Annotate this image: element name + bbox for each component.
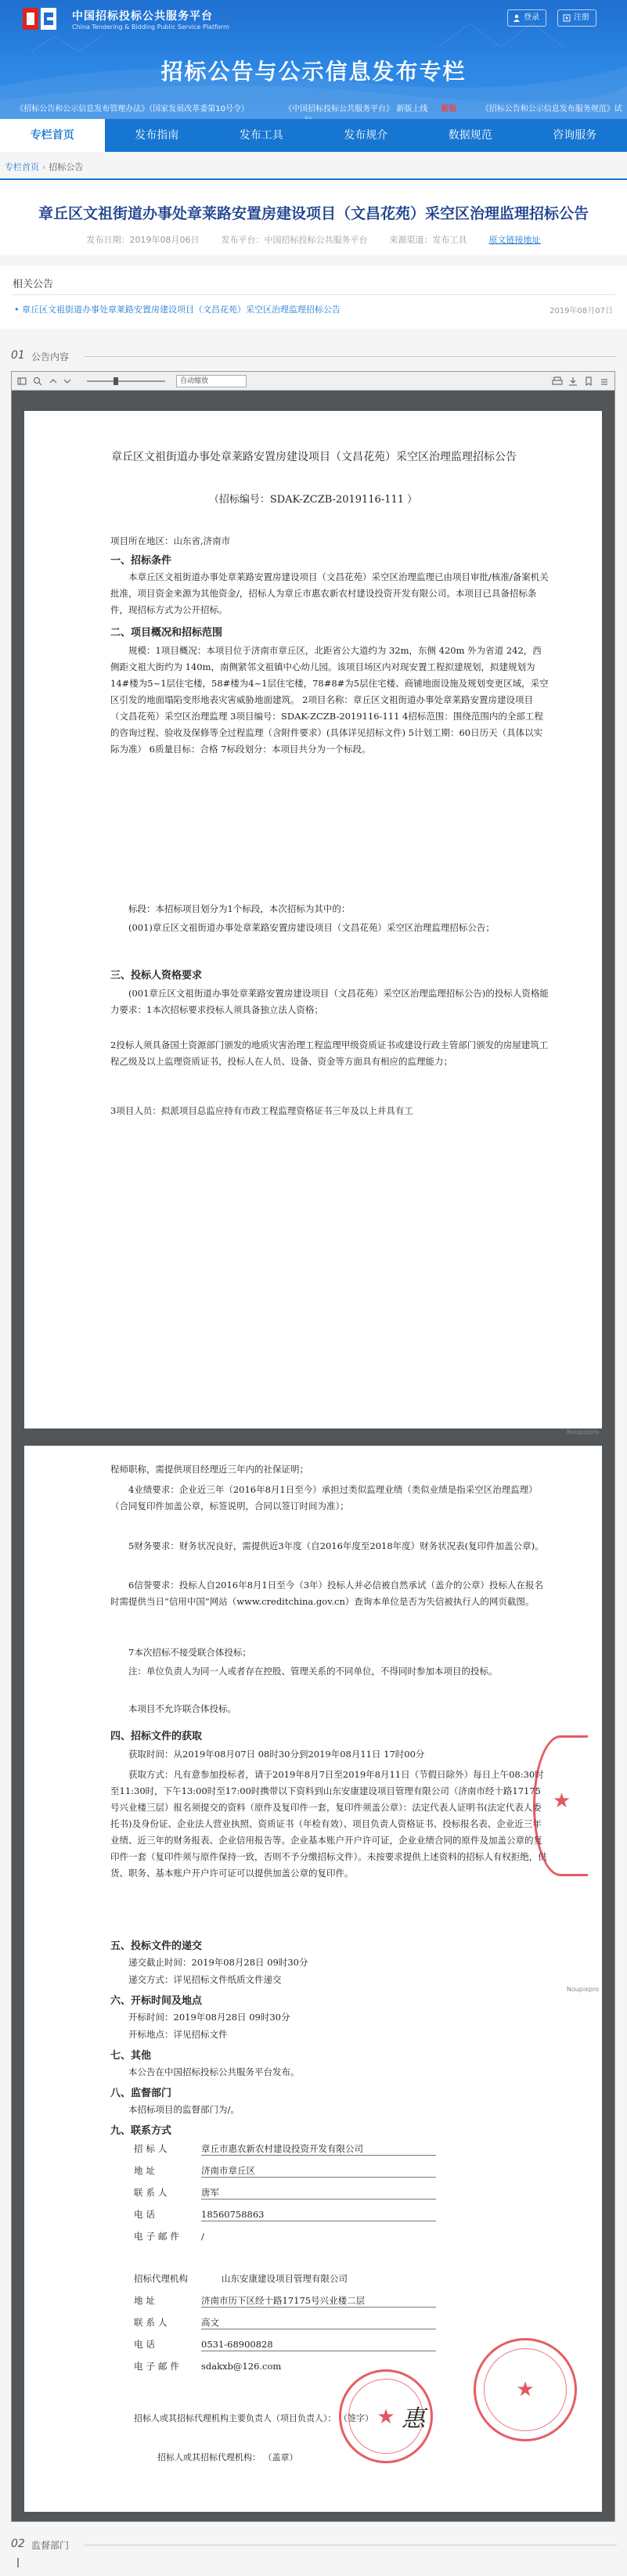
doc-number: （招标编号：SDAK-ZCZB-2019116-111 ） [208, 494, 418, 506]
doc-section-4-text: 获取时间：从2019年08月07日 08时30分到2019年08月11日 17时00分 [128, 1749, 425, 1760]
related-item-link[interactable]: • 章丘区文祖街道办事处章莱路安置房建设项目（文昌花苑）采空区治理监理招标公告 [14, 304, 341, 315]
notice-link-2[interactable] [273, 105, 456, 113]
field-label: 联系人 [134, 2187, 171, 2198]
next-page-icon[interactable] [62, 376, 73, 387]
field-underline [201, 2199, 436, 2200]
doc-page2-e: 7本次招标不接受联合体投标； [128, 1647, 251, 1658]
tools-icon[interactable] [599, 376, 610, 387]
platform-name-cn: 中国招标投标公共服务平台 [72, 10, 213, 23]
notice-link-1[interactable]: 《招标公告和公示信息发布管理办法》（国家发展改革委第10号令） [16, 105, 249, 113]
doc-page2-d: 6信誉要求：投标人自2016年8月1日至今（3年）投标人并必信被自然承试（盖介的公章）投标人在报名时需提供当日“信用中国”网站（www.creditchina.gov.cn）查询本单位是否为失信被执行人的网页截图。 [110, 1580, 544, 1607]
field-value: 山东安康建设项目管理有限公司 [222, 2273, 348, 2284]
site-header [0, 0, 627, 119]
pdf-page-2 [24, 1429, 602, 2512]
doc-section-3-text-2: 2投标人须具备国土资源部门颁发的地质灾害治理工程监理甲级资质证书或建设行政主管部门颁发的房屋建筑工程乙级及以上监理资质证书，投标人在人员、设备、资金等方面具有相应的监理能力； [110, 1039, 549, 1067]
doc-section-8-title: 八、监督部门 [110, 2088, 172, 2099]
field-label: 电话 [134, 2339, 158, 2350]
section-number: 02 [11, 2538, 25, 2550]
field-label: 电子邮件 [134, 2231, 182, 2242]
main-nav [0, 119, 627, 152]
section-label: 监督部门 [31, 2540, 70, 2551]
breadcrumb-home[interactable]: 专栏首页 [5, 162, 39, 172]
find-icon[interactable] [32, 376, 43, 387]
doc-section-7-title: 七、其他 [110, 2050, 152, 2062]
section-head-content [0, 344, 627, 366]
field-underline [201, 2177, 436, 2178]
doc-section-1-text: 本章丘区文祖街道办事处章莱路安置房建设项目（文昌花苑）采空区治理监理已由项目审批/核准/备案机关批准，项目资金来源为其他资金/，招标人为章丘市惠农新农村建设投资开发有限公司。本项目已具备招标条件，现招标方式为公开招标。 [110, 571, 549, 615]
agency-name-row [134, 2272, 348, 2285]
article-title: 章丘区文祖街道办事处章莱路安置房建设项目（文昌花苑）采空区治理监理招标公告 [38, 205, 589, 222]
nav-consult[interactable]: 咨询服务 [553, 129, 597, 142]
related-item-text: 章丘区文祖街道办事处章莱路安置房建设项目（文昌花苑）采空区治理监理招标公告 [22, 304, 341, 315]
doc-section-4-text-2: 获取方式：凡有意参加投标者，请于2019年8月7日至2019年8月11日（节假日除外）每日上午08:30时至11:30时，下午13:00时至17:00时携带以下资料到山东安康建设项目管理有限公司（济南市经十路17175号兴业楼三层）报名须提交的资料（原件及复印件一套，复印件须盖公章）：法定代表人证明书(法定代表人委托书)及身份证、企业法人营业执照、资质证书（年检有效）、项目负责人资格证书、投标报名表、企业近三年业绩、近三年的财务报表、企业信用报告等。企业基本账户开户许可证，企业业绩合同的原件及加盖公章的复印件一套（复印件须与原件保持一致，否则不予分缴招标文件）。未按要求提供上述资料的招标人有权拒绝，供货、职务、基本账户开户许可证可以提供加盖公章的复印件。 [110, 1769, 547, 1879]
doc-section-3-title: 三、投标人资格要求 [110, 970, 203, 982]
signature-line-2: 招标人或其招标代理机构： （盖章） [157, 2452, 298, 2463]
seal-star-icon: ★ [516, 2377, 535, 2401]
new-badge: 新版 [441, 105, 457, 113]
publish-date: 发布日期：2019年08月06日 [86, 235, 200, 245]
original-link[interactable]: 原文链接地址 [488, 235, 541, 245]
signature-line-1: 招标人或其招标代理机构主要负责人（项目负责人）： （签字） [134, 2413, 373, 2423]
doc-section-2-text-2: 标段：本招标项目划分为1个标段，本次招标为其中的： [128, 903, 351, 914]
doc-page2-f: 注：单位负责人为同一人或者存在控股、管理关系的不同单位，不得同时参加本项目的投标。 [128, 1666, 498, 1677]
agency-email-row [134, 2360, 281, 2372]
doc-section-4-title: 四、招标文件的获取 [110, 1731, 203, 1742]
company-seal-stamp-2 [474, 2338, 577, 2441]
login-label: 登录 [524, 13, 539, 22]
pdf-page-1 [24, 411, 602, 1429]
seal-star-icon: ★ [377, 2405, 395, 2430]
doc-section-9-title: 九、联系方式 [110, 2125, 172, 2137]
related-item-date: 2019年08月07日 [550, 307, 613, 315]
field-underline [201, 2155, 436, 2156]
doc-page2-b: 4业绩要求：企业近三年（2016年8月1日至今）承担过类似监理业绩（类似业绩是指采空区治理监理）（合同复印件加盖公章，标签说明，合同以签订时间为准）； [110, 1484, 538, 1511]
field-value: 济南市章丘区 [201, 2165, 255, 2176]
doc-section-2-title: 二、项目概况和招标范围 [110, 627, 223, 639]
watermark-text: Noupixpro [566, 1429, 599, 1436]
agency-contact-row [134, 2316, 219, 2329]
doc-section-5-text: 递交截止时间：2019年08月28日 09时30分 [128, 1957, 308, 1968]
field-value: 高文 [201, 2317, 219, 2328]
doc-page2-g: 本项目不允许联合体投标。 [128, 1703, 236, 1714]
doc-title: 章丘区文祖街道办事处章莱路安置房建设项目（文昌花苑）采空区治理监理招标公告 [111, 451, 517, 463]
nav-guide[interactable]: 发布指南 [135, 129, 179, 142]
field-label: 电话 [134, 2209, 158, 2220]
nav-data-spec[interactable]: 数据规范 [448, 129, 492, 142]
platform-name-en: China Tendering & Bidding Public Service Platform [72, 23, 229, 31]
seam-seal-stamp [533, 1735, 588, 1876]
field-value: 0531-68900828 [201, 2339, 273, 2350]
doc-section-6-title: 六、开标时间及地点 [110, 1995, 203, 2007]
zoom-select[interactable]: 自动缩放 [176, 375, 247, 387]
field-value: / [201, 2231, 204, 2242]
doc-section-5-title: 五、投标文件的递交 [110, 1940, 203, 1952]
section-rule [85, 356, 617, 357]
tenderer-name-row [134, 2142, 363, 2155]
field-label: 电子邮件 [134, 2361, 182, 2372]
field-label: 地址 [134, 2295, 158, 2306]
register-label: 注册 [574, 13, 589, 22]
field-value: 章丘市惠农新农村建设投资开发有限公司 [201, 2143, 363, 2154]
related-divider [13, 294, 615, 295]
doc-page2-a: 程师职称，需提供项目经理近三年内的社保证明； [110, 1464, 308, 1475]
source-channel: 来源渠道：发布工具 [389, 235, 467, 245]
related-notices [0, 266, 627, 329]
user-icon [513, 14, 521, 22]
sidebar-toggle-icon[interactable] [16, 376, 27, 387]
article-meta [0, 233, 627, 246]
tenderer-email-row [134, 2230, 204, 2243]
doc-section-1-title: 一、招标条件 [110, 555, 172, 567]
register-icon [563, 14, 571, 22]
field-value: 18560758863 [201, 2209, 265, 2220]
print-icon[interactable] [552, 376, 563, 387]
breadcrumb [0, 158, 627, 177]
site-title: 招标公告与公示信息发布专栏 [160, 59, 467, 85]
zoom-slider-handle[interactable] [114, 377, 118, 385]
publish-platform: 发布平台：中国招标投标公共服务平台 [221, 235, 368, 245]
field-value: 济南市历下区经十路17175号兴业楼二层 [201, 2295, 366, 2306]
platform-logo-icon[interactable] [22, 6, 59, 33]
login-button[interactable] [507, 9, 546, 27]
watermark-text: Noupixpro [566, 1986, 599, 1993]
related-heading: 相关公告 [13, 279, 54, 290]
field-label: 招标人 [134, 2143, 171, 2154]
agency-phone-row [134, 2338, 273, 2351]
doc-page2-c: 5财务要求：财务状况良好，需提供近3年度（自2016年度至2018年度）财务状况表(复印件加盖公章)。 [128, 1540, 544, 1551]
content-marker [17, 2558, 19, 2567]
doc-section-6-text-2: 开标地点：详见招标文件 [128, 2029, 228, 2040]
seal-star-icon: ★ [552, 1789, 571, 1814]
field-underline [201, 2307, 436, 2308]
nav-rules[interactable]: 发布规介 [344, 129, 388, 142]
nav-tools[interactable]: 发布工具 [239, 129, 283, 142]
field-value: 唐军 [201, 2187, 219, 2198]
field-label: 招标代理机构 [134, 2273, 188, 2284]
field-label: 地址 [134, 2165, 158, 2176]
doc-section-2-text-3: (001)章丘区文祖街道办事处章莱路安置房建设项目（文昌花苑）采空区治理监理招标公告； [128, 922, 495, 933]
doc-section-5-text-2: 递交方式：详见招标文件纸质文件递交 [128, 1974, 282, 1985]
pdf-toolbar [12, 372, 614, 391]
bookmark-icon[interactable] [583, 376, 594, 387]
nav-home[interactable]: 专栏首页 [0, 119, 105, 152]
article-header [0, 180, 627, 255]
breadcrumb-current: 招标公告 [49, 162, 84, 172]
doc-section-8-text: 本招标项目的监督部门为/。 [128, 2104, 240, 2115]
field-value: sdakxb@126.com [201, 2361, 282, 2372]
tenderer-address-row [134, 2164, 255, 2177]
notice-link-2-text: 《中国招标投标公共服务平台》 新版上线 [284, 105, 428, 113]
section-number: 01 [11, 349, 25, 362]
register-button[interactable] [557, 9, 596, 27]
doc-section-3-text-3: 3项目人员：拟派项目总监应持有市政工程监理资格证书三年及以上并具有工 [110, 1105, 413, 1116]
handwritten-signature: 惠 [402, 2405, 425, 2433]
breadcrumb-separator: › [42, 162, 46, 172]
doc-section-3-text: (001章丘区文祖街道办事处章莱路安置房建设项目（文昌花苑）采空区治理监理招标公告)的投标人资格能力要求：1本次招标要求投标人须具备独立法人资格； [110, 988, 549, 1015]
doc-section-2-text: 规模：1项目概况：本项目位于济南市章丘区，北距省公大道约为 32m，东侧 420m 外为省道 242，西侧距文祖大街约为 140m，南侧紧邻文祖镇中心幼儿园。该项目场区内对现安置工程拟建规划，拟建规划为14#楼为5~1层住宅楼，58#楼为4~1层住宅楼，78#8#为5层住宅楼、商铺地面设施及规划变更区域，采空区引发的地面塌陷变形地表灾害威胁地面建筑。 2项目名称：章丘区文祖街道办事处章莱路安置房建设项目（文昌花苑）采空区治理监理 3项目编号：SDAK-ZCZB-2019116-111 4招标范围：围绕范围内的全部工程的咨询过程、验收及保修等全过程监理（含附件要求）(具体详见招标文件) 5计划工期：60日历天（具体以实际为准） 6质量目标：合格 7标段划分：本项目共分为一个标段。 [110, 645, 549, 755]
section-label: 公告内容 [31, 351, 70, 362]
tenderer-phone-row [134, 2208, 264, 2221]
doc-location: 项目所在地区：山东省,济南市 [110, 535, 231, 546]
section-head-supervision [0, 2533, 627, 2555]
prev-page-icon[interactable] [48, 376, 59, 387]
zoom-slider[interactable] [87, 380, 165, 382]
field-label: 联系人 [134, 2317, 171, 2328]
doc-section-7-text: 本公告在中国招标投标公共服务平台发布。 [128, 2066, 300, 2077]
tenderer-contact-row [134, 2186, 219, 2199]
doc-section-6-text: 开标时间：2019年08月28日 09时30分 [128, 2012, 290, 2023]
notice-link-3[interactable]: 《招标公告和公示信息发布服务规范》试 [481, 105, 622, 113]
pdf-viewer[interactable] [11, 371, 615, 2522]
download-icon[interactable] [568, 376, 578, 387]
agency-address-row [134, 2294, 365, 2307]
